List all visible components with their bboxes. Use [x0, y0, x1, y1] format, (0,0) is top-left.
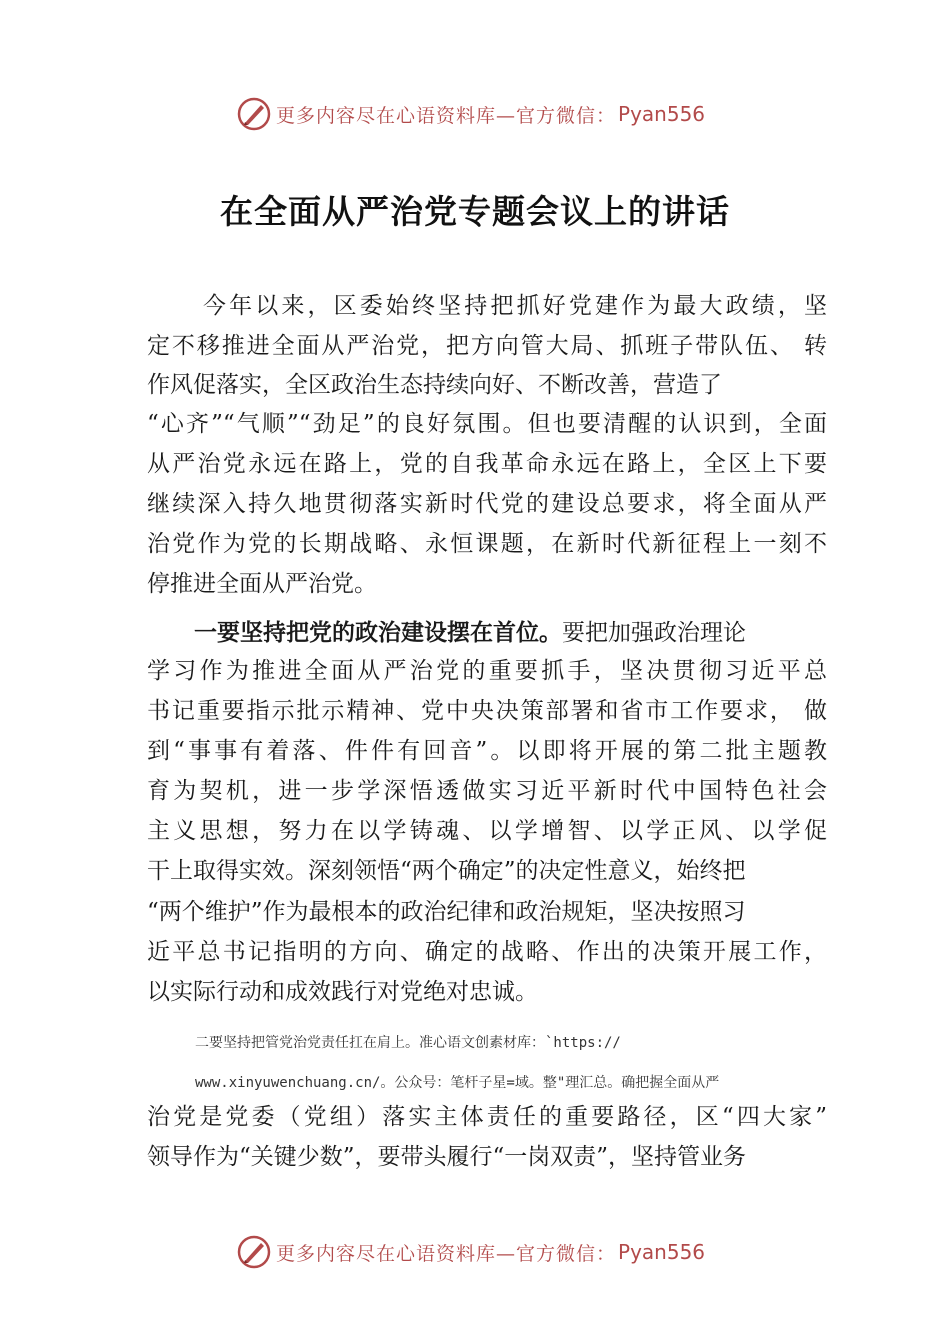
text-line: 学习作为推进全面从严治党的重要抓手，坚决贯彻习近平总 — [147, 658, 827, 684]
text-line — [194, 618, 746, 648]
pen-logo-icon — [236, 96, 272, 132]
text-line: 到“事事有着落、件件有回音”。以即将开展的第二批主题教 — [147, 738, 827, 764]
text-line: 主义思想，努力在以学铸魂、以学增智、以学正风、以学促 — [147, 818, 827, 844]
text-line: 领导作为“关键少数”，要带头履行“一岗双责”，坚持管业务 — [147, 1144, 747, 1170]
text-line: 继续深入持久地贯彻落实新时代党的建设总要求，将全面从严 — [147, 491, 827, 517]
page-title: 在全面从严治党专题会议上的讲话 — [220, 192, 730, 231]
text-line: 以实际行动和成效践行对党绝对忠诚。 — [147, 979, 538, 1005]
text-line: 停推进全面从严治党。 — [147, 571, 377, 597]
text-line: 书记重要指示批示精神、党中央决策部署和省市工作要求， 做 — [147, 698, 827, 724]
text-line: 今年以来，区委始终坚持把抓好党建作为最大政绩，坚 — [203, 293, 827, 319]
banner-text: 更多内容尽在心语资料库—官方微信： — [276, 1242, 617, 1265]
section-text: 要把加强政治理论 — [562, 620, 746, 646]
text-line: 作风促落实，全区政治生态持续向好、不断改善，营造了 — [147, 372, 722, 398]
inserted-note-line: www.xinyuwenchuang.cn/。公众号：笔杆子星=域。整"理汇总。确把握全面从严 — [195, 1075, 720, 1091]
text-line: “两个维护”作为最根本的政治纪律和政治规矩，坚决按照习 — [147, 899, 746, 925]
banner-wechat-id: Pyan556 — [618, 1240, 706, 1264]
footer-banner — [0, 1232, 950, 1272]
text-line: 育为契机，进一步学深悟透做实习近平新时代中国特色社会 — [147, 778, 827, 804]
text-line: 近平总书记指明的方向、确定的战略、作出的决策开展工作， — [147, 939, 827, 965]
section-heading: 一要坚持把党的政治建设摆在首位。 — [194, 620, 562, 646]
pen-logo-icon — [236, 1234, 272, 1270]
text-line: 治党是党委（党组）落实主体责任的重要路径，区“四大家” — [147, 1104, 827, 1130]
text-line: 治党作为党的长期战略、永恒课题，在新时代新征程上一刻不 — [147, 531, 827, 557]
text-line: 定不移推进全面从严治党，把方向管大局、抓班子带队伍、 转 — [147, 333, 827, 359]
banner-wechat-id: Pyan556 — [618, 102, 706, 126]
banner-text: 更多内容尽在心语资料库—官方微信： — [276, 104, 617, 127]
text-line: 干上取得实效。深刻领悟“两个确定”的决定性意义，始终把 — [147, 858, 746, 884]
inserted-note-line: 二要坚持把管党治党责任扛在肩上。准心语文创素材库：`https:// — [195, 1035, 621, 1051]
header-banner — [0, 94, 950, 134]
text-line: 从严治党永远在路上，党的自我革命永远在路上，全区上下要 — [147, 451, 827, 477]
text-line: “心齐”“气顺”“劲足”的良好氛围。但也要清醒的认识到，全面 — [147, 411, 827, 437]
